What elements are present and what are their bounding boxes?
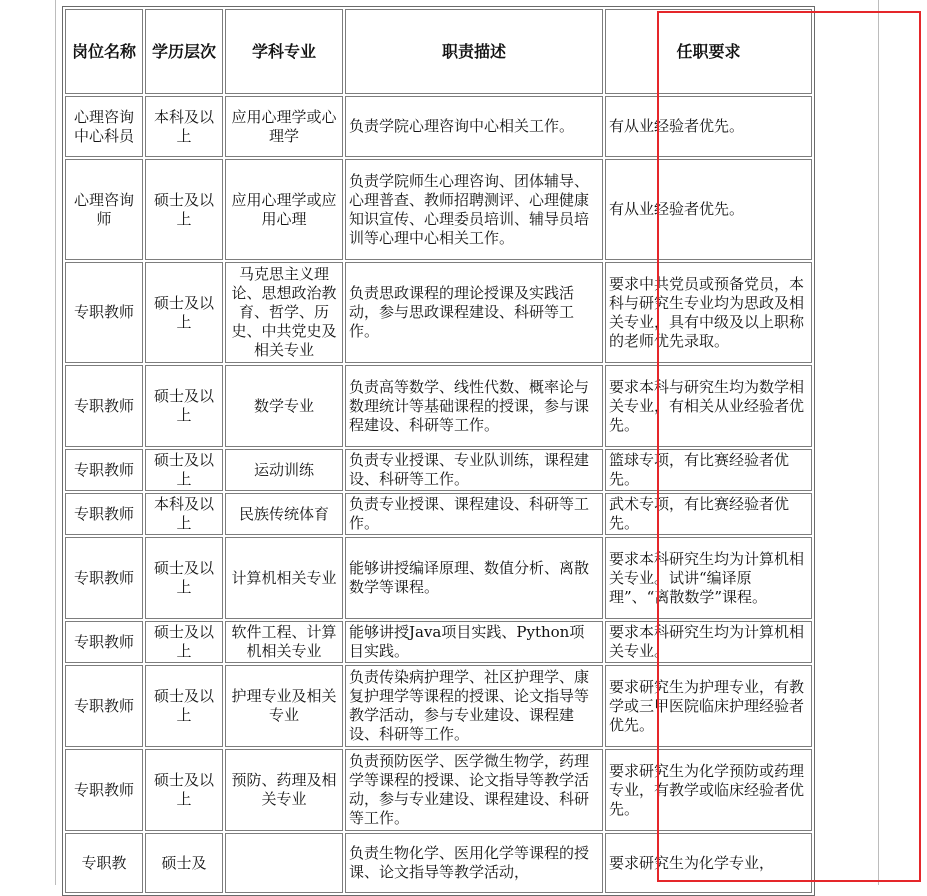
table-row (65, 493, 812, 535)
cell-position: 专职教师 (65, 449, 143, 491)
table-row (65, 262, 812, 363)
cell-requirement: 要求中共党员或预备党员，本科与研究生专业均为思政及相关专业，具有中级及以上职称的老师优先录取。 (605, 262, 812, 363)
header-requirement: 任职要求 (605, 9, 812, 94)
cell-duty: 负责思政课程的理论授课及实践活动，参与思政课程建设、科研等工作。 (345, 262, 603, 363)
cell-requirement: 要求研究生为化学专业， (605, 833, 812, 893)
cell-major: 软件工程、计算机相关专业 (225, 621, 343, 663)
table-row (65, 749, 812, 831)
cell-duty: 负责专业授课、课程建设、科研等工作。 (345, 493, 603, 535)
cell-education: 硕士及以上 (145, 621, 223, 663)
cell-position: 专职教师 (65, 665, 143, 747)
cell-requirement: 篮球专项，有比赛经验者优先。 (605, 449, 812, 491)
cell-position: 心理咨询师 (65, 159, 143, 260)
cell-major: 马克思主义理论、思想政治教育、哲学、历史、中共党史及相关专业 (225, 262, 343, 363)
cell-requirement: 有从业经验者优先。 (605, 159, 812, 260)
table-row (65, 665, 812, 747)
cell-major: 预防、药理及相关专业 (225, 749, 343, 831)
cell-major: 计算机相关专业 (225, 537, 343, 619)
cell-position: 专职教 (65, 833, 143, 893)
cell-education: 硕士及以上 (145, 537, 223, 619)
table-row (65, 159, 812, 260)
cell-requirement: 要求本科与研究生均为数学相关专业，有相关从业经验者优先。 (605, 365, 812, 447)
cell-duty: 负责学院师生心理咨询、团体辅导、心理普查、教师招聘测评、心理健康知识宣传、心理委员培训、辅导员培训等心理中心相关工作。 (345, 159, 603, 260)
cell-education: 本科及以上 (145, 493, 223, 535)
cell-requirement: 有从业经验者优先。 (605, 96, 812, 157)
cell-major (225, 833, 343, 893)
cell-position: 心理咨询中心科员 (65, 96, 143, 157)
table-row (65, 621, 812, 663)
cell-education: 硕士及以上 (145, 449, 223, 491)
cell-position: 专职教师 (65, 493, 143, 535)
table-row (65, 96, 812, 157)
cell-duty: 负责生物化学、医用化学等课程的授课、论文指导等教学活动， (345, 833, 603, 893)
cell-major: 护理专业及相关专业 (225, 665, 343, 747)
cell-education: 硕士及 (145, 833, 223, 893)
cell-requirement: 要求研究生为化学预防或药理专业，有教学或临床经验者优先。 (605, 749, 812, 831)
cell-duty: 负责高等数学、线性代数、概率论与数理统计等基础课程的授课，参与课程建设、科研等工作。 (345, 365, 603, 447)
cell-education: 硕士及以上 (145, 749, 223, 831)
table-row (65, 365, 812, 447)
cell-position: 专职教师 (65, 537, 143, 619)
cell-position: 专职教师 (65, 365, 143, 447)
table-row (65, 449, 812, 491)
header-position: 岗位名称 (65, 9, 143, 94)
table-row (65, 833, 812, 893)
table-header-row (65, 9, 812, 94)
header-education: 学历层次 (145, 9, 223, 94)
cell-major: 民族传统体育 (225, 493, 343, 535)
cell-education: 硕士及以上 (145, 159, 223, 260)
cell-duty: 负责预防医学、医学微生物学，药理学等课程的授课、论文指导等教学活动，参与专业建设、课程建设、科研等工作。 (345, 749, 603, 831)
cell-position: 专职教师 (65, 262, 143, 363)
cell-duty: 负责学院心理咨询中心相关工作。 (345, 96, 603, 157)
cell-education: 硕士及以上 (145, 665, 223, 747)
cell-duty: 负责专业授课、专业队训练，课程建设、科研等工作。 (345, 449, 603, 491)
header-major: 学科专业 (225, 9, 343, 94)
cell-education: 硕士及以上 (145, 365, 223, 447)
table-row (65, 537, 812, 619)
header-duty: 职责描述 (345, 9, 603, 94)
cell-duty: 能够讲授Java项目实践、Python项目实践。 (345, 621, 603, 663)
cell-major: 运动训练 (225, 449, 343, 491)
cell-requirement: 要求研究生为护理专业，有教学或三甲医院临床护理经验者优先。 (605, 665, 812, 747)
cell-education: 本科及以上 (145, 96, 223, 157)
cell-education: 硕士及以上 (145, 262, 223, 363)
cell-duty: 负责传染病护理学、社区护理学、康复护理学等课程的授课、论文指导等教学活动，参与专业建设、课程建设、科研等工作。 (345, 665, 603, 747)
cell-requirement: 要求本科研究生均为计算机相关专业。试讲“编译原理”、“离散数学”课程。 (605, 537, 812, 619)
cell-major: 数学专业 (225, 365, 343, 447)
cell-position: 专职教师 (65, 749, 143, 831)
cell-major: 应用心理学或心理学 (225, 96, 343, 157)
cell-duty: 能够讲授编译原理、数值分析、离散数学等课程。 (345, 537, 603, 619)
job-table (62, 6, 815, 896)
cell-requirement: 要求本科研究生均为计算机相关专业。 (605, 621, 812, 663)
cell-position: 专职教师 (65, 621, 143, 663)
cell-major: 应用心理学或应用心理 (225, 159, 343, 260)
cell-requirement: 武术专项，有比赛经验者优先。 (605, 493, 812, 535)
